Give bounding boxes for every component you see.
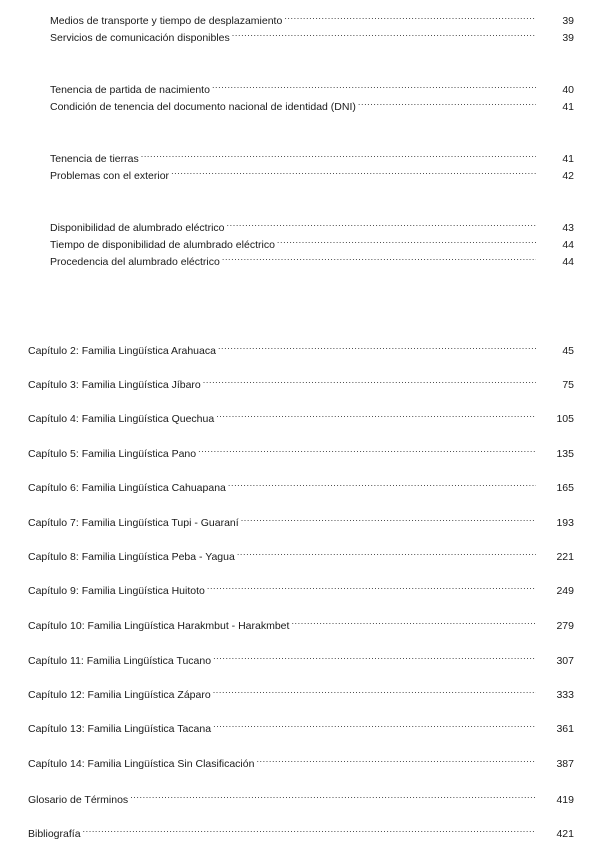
toc-chapter-entry[interactable] xyxy=(28,547,574,564)
toc-chapter-title: Bibliografía xyxy=(28,828,81,840)
toc-chapter-entry[interactable] xyxy=(28,790,574,807)
toc-entry-page: 39 xyxy=(562,15,574,27)
toc-entry[interactable] xyxy=(50,252,574,269)
toc-entry-page: 41 xyxy=(562,101,574,113)
toc-entry-title: Tenencia de partida de nacimiento xyxy=(50,84,210,96)
toc-entry-title: Servicios de comunicación disponibles xyxy=(50,32,230,44)
toc-entry-page: 39 xyxy=(562,32,574,44)
toc-chapter-entry[interactable] xyxy=(28,478,574,495)
dot-leader xyxy=(141,149,536,162)
dot-leader xyxy=(171,166,536,179)
toc-chapter-title: Capítulo 7: Familia Lingüística Tupi - Guaraní xyxy=(28,517,239,529)
toc-entry[interactable] xyxy=(50,149,574,166)
dot-leader xyxy=(277,235,536,248)
toc-entry-title: Condición de tenencia del documento nacional de identidad (DNI) xyxy=(50,101,356,113)
toc-entry-title: Tiempo de disponibilidad de alumbrado eléctrico xyxy=(50,239,275,251)
toc-entry[interactable] xyxy=(50,235,574,252)
toc-chapter-page: 419 xyxy=(556,794,574,806)
toc-entry-page: 42 xyxy=(562,170,574,182)
toc-entry[interactable] xyxy=(50,11,574,28)
toc-chapter-page: 105 xyxy=(556,413,574,425)
toc-chapter-entry[interactable] xyxy=(28,581,574,598)
toc-chapter-title: Capítulo 8: Familia Lingüística Peba - Yagua xyxy=(28,551,235,563)
toc-entry-page: 41 xyxy=(562,153,574,165)
toc-entry[interactable] xyxy=(50,80,574,97)
toc-chapter-page: 45 xyxy=(562,345,574,357)
dot-leader xyxy=(291,616,536,629)
toc-chapter-entry[interactable] xyxy=(28,824,574,841)
toc-chapter-title: Capítulo 2: Familia Lingüística Arahuaca xyxy=(28,345,216,357)
dot-leader xyxy=(83,824,536,837)
dot-leader xyxy=(213,685,536,698)
toc-chapter-entry[interactable] xyxy=(28,651,574,668)
toc-entry-page: 40 xyxy=(562,84,574,96)
toc-chapter-title: Capítulo 12: Familia Lingüística Záparo xyxy=(28,689,211,701)
toc-chapter-entry[interactable] xyxy=(28,341,574,358)
dot-leader xyxy=(284,11,536,24)
dot-leader xyxy=(218,341,536,354)
dot-leader xyxy=(198,444,536,457)
toc-chapter-entry[interactable] xyxy=(28,409,574,426)
dot-leader xyxy=(216,409,536,422)
toc-entry-title: Problemas con el exterior xyxy=(50,170,170,182)
toc-chapter-page: 333 xyxy=(556,689,574,701)
toc-chapter-page: 75 xyxy=(562,379,574,391)
toc-entry-title: Procedencia del alumbrado eléctrico xyxy=(50,256,220,268)
toc-chapter-entry[interactable] xyxy=(28,719,574,736)
toc-entry[interactable] xyxy=(50,218,574,235)
toc-entry-page: 44 xyxy=(562,256,574,268)
dot-leader xyxy=(228,478,536,491)
toc-chapter-title: Capítulo 6: Familia Lingüística Cahuapana xyxy=(28,482,226,494)
toc-chapter-page: 135 xyxy=(556,448,574,460)
dot-leader xyxy=(212,80,536,93)
dot-leader xyxy=(227,218,536,231)
toc-chapter-entry[interactable] xyxy=(28,375,574,392)
dot-leader xyxy=(130,790,536,803)
toc-chapter-page: 249 xyxy=(556,585,574,597)
toc-chapter-entry[interactable] xyxy=(28,513,574,530)
dot-leader xyxy=(358,97,536,110)
toc-chapter-entry[interactable] xyxy=(28,616,574,633)
toc-chapter-page: 361 xyxy=(556,723,574,735)
toc-chapter-title: Capítulo 13: Familia Lingüística Tacana xyxy=(28,723,212,735)
toc-entry-title: Tenencia de tierras xyxy=(50,153,139,165)
dot-leader xyxy=(213,651,536,664)
dot-leader xyxy=(232,28,536,41)
toc-chapter-page: 221 xyxy=(556,551,574,563)
toc-chapter-title: Capítulo 14: Familia Lingüística Sin Clasificación xyxy=(28,758,255,770)
toc-entry[interactable] xyxy=(50,28,574,45)
dot-leader xyxy=(241,513,536,526)
toc-chapter-title: Capítulo 10: Familia Lingüística Harakmbut - Harakmbet xyxy=(28,620,290,632)
toc-chapter-page: 421 xyxy=(556,828,574,840)
toc-entry[interactable] xyxy=(50,166,574,183)
dot-leader xyxy=(207,581,536,594)
toc-entry-page: 43 xyxy=(562,222,574,234)
toc-entry[interactable] xyxy=(50,97,574,114)
toc-chapter-title: Capítulo 4: Familia Lingüística Quechua xyxy=(28,413,215,425)
toc-chapter-page: 387 xyxy=(556,758,574,770)
toc-chapter-title: Glosario de Términos xyxy=(28,794,129,806)
toc-chapter-page: 165 xyxy=(556,482,574,494)
toc-chapter-entry[interactable] xyxy=(28,754,574,771)
dot-leader xyxy=(237,547,536,560)
toc-entry-title: Medios de transporte y tiempo de desplazamiento xyxy=(50,15,283,27)
dot-leader xyxy=(213,719,536,732)
toc-chapter-entry[interactable] xyxy=(28,444,574,461)
toc-chapter-title: Capítulo 9: Familia Lingüística Huitoto xyxy=(28,585,205,597)
toc-chapter-title: Capítulo 5: Familia Lingüística Pano xyxy=(28,448,197,460)
toc-chapter-page: 193 xyxy=(556,517,574,529)
dot-leader xyxy=(203,375,536,388)
toc-chapter-page: 279 xyxy=(556,620,574,632)
dot-leader xyxy=(222,252,536,265)
toc-chapter-title: Capítulo 3: Familia Lingüística Jíbaro xyxy=(28,379,201,391)
toc-chapter-entry[interactable] xyxy=(28,685,574,702)
toc-entry-title: Disponibilidad de alumbrado eléctrico xyxy=(50,222,225,234)
toc-chapter-page: 307 xyxy=(556,655,574,667)
toc-entry-page: 44 xyxy=(562,239,574,251)
dot-leader xyxy=(256,754,536,767)
toc-chapter-title: Capítulo 11: Familia Lingüística Tucano xyxy=(28,655,212,667)
